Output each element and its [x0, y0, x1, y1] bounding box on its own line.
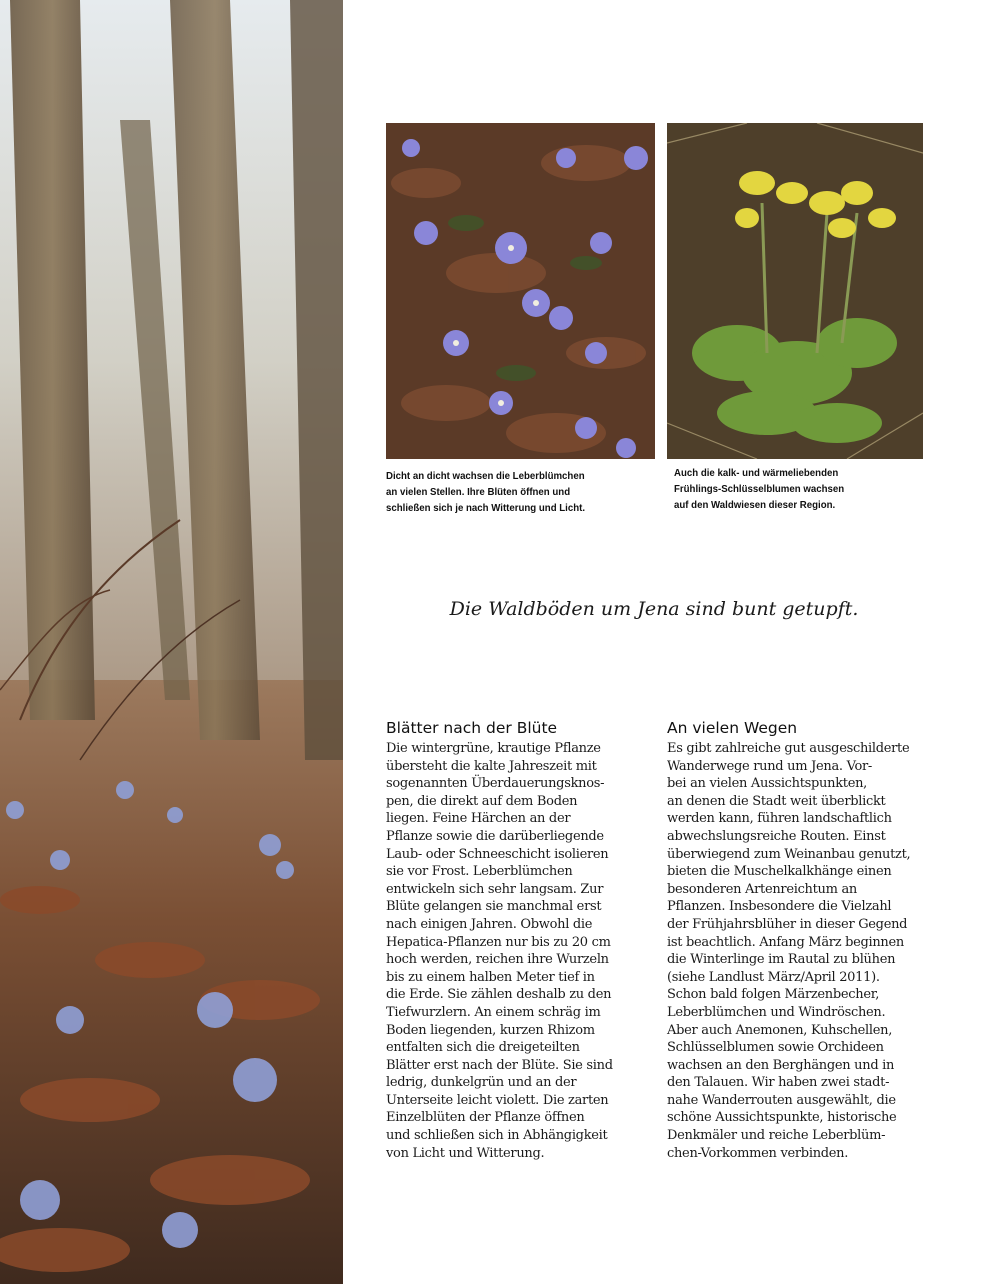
cowslip-photo — [667, 123, 923, 459]
text-line: nach einigen Jahren. Obwohl die — [386, 916, 593, 932]
text-line: abwechslungsreiche Routen. Einst — [667, 828, 886, 844]
text-line: Pflanzen. Insbesondere die Vielzahl — [667, 899, 892, 915]
text-line: entfalten sich die dreigeteilten — [386, 1040, 580, 1056]
section-heading-right: An vielen Wegen — [667, 719, 798, 737]
text-line: besonderen Artenreichtum an — [667, 881, 858, 897]
text-line: wachsen an den Berghängen und in — [667, 1057, 895, 1073]
text-line: pen, die direkt auf dem Boden — [386, 793, 578, 809]
text-line: Unterseite leicht violett. Die zarten — [386, 1092, 609, 1108]
text-line: bieten die Muschelkalkhänge einen — [667, 864, 892, 880]
text-line: schöne Aussichtspunkte, historische — [667, 1110, 897, 1126]
caption-right — [674, 465, 932, 513]
text-line: entwickeln sich sehr langsam. Zur — [386, 881, 604, 897]
text-line: Boden liegenden, kurzen Rhizom — [386, 1022, 595, 1038]
text-line: an denen die Stadt weit überblickt — [667, 793, 886, 809]
text-line: Tiefwurzlern. An einem schräg im — [386, 1004, 601, 1020]
text-line: Blüte gelangen sie manchmal erst — [386, 899, 602, 915]
text-line: Denkmäler und reiche Leberblüm- — [667, 1128, 886, 1144]
text-line: liegen. Feine Härchen an der — [386, 811, 571, 827]
text-line: Laub- oder Schneeschicht isolieren — [386, 846, 609, 862]
cowslip-illustration — [667, 123, 923, 459]
text-line: bis zu einem halben Meter tief in — [386, 969, 595, 985]
caption-line: auf den Waldwiesen dieser Region. — [674, 499, 836, 511]
text-line: Pflanze sowie die darüberliegende — [386, 828, 604, 844]
text-line: chen-Vorkommen verbinden. — [667, 1145, 849, 1161]
caption-line: an vielen Stellen. Ihre Blüten öffnen und — [386, 486, 571, 498]
body-column-left — [386, 740, 646, 1162]
text-line: und schließen sich in Abhängigkeit — [386, 1128, 608, 1144]
forest-photo — [0, 0, 343, 1284]
text-line: ledrig, dunkelgrün und an der — [386, 1075, 577, 1091]
text-line: sogenannten Überdauerungsknos- — [386, 776, 605, 792]
text-line: Schon bald folgen Märzenbecher, — [667, 987, 880, 1003]
forest-illustration — [0, 0, 343, 1284]
text-line: von Licht und Witterung. — [386, 1145, 545, 1161]
text-line: werden kann, führen landschaftlich — [667, 811, 892, 827]
text-line: sie vor Frost. Leberblümchen — [386, 864, 573, 880]
text-line: Die wintergrüne, krautige Pflanze — [386, 741, 601, 756]
text-line: Einzelblüten der Pflanze öffnen — [386, 1110, 585, 1126]
text-line: (siehe Landlust März/April 2011). — [667, 969, 880, 985]
caption-line: Dicht an dicht wachsen die Leberblümchen — [386, 470, 585, 482]
text-line: übersteht die kalte Jahreszeit mit — [386, 758, 597, 774]
liverwort-illustration — [386, 123, 655, 459]
text-line: bei an vielen Aussichtspunkten, — [667, 776, 867, 792]
text-line: hoch werden, reichen ihre Wurzeln — [386, 952, 609, 968]
text-line: überwiegend zum Weinanbau genutzt, — [667, 846, 911, 862]
text-line: ist beachtlich. Anfang März beginnen — [667, 934, 904, 950]
text-line: die Winterlinge im Rautal zu blühen — [667, 952, 896, 968]
caption-line: schließen sich je nach Witterung und Licht. — [386, 502, 586, 514]
text-line: den Talauen. Wir haben zwei stadt- — [667, 1075, 890, 1091]
text-line: Schlüsselblumen sowie Orchideen — [667, 1040, 884, 1056]
text-line: Wanderwege rund um Jena. Vor- — [667, 758, 873, 774]
text-line: Hepatica-Pflanzen nur bis zu 20 cm — [386, 934, 611, 950]
pull-quote: Die Waldböden um Jena sind bunt getupft. — [449, 598, 859, 620]
text-line: Aber auch Anemonen, Kuhschellen, — [667, 1022, 893, 1038]
text-line: Leberblümchen und Windröschen. — [667, 1004, 886, 1020]
caption-line: Auch die kalk- und wärmeliebenden — [674, 467, 839, 479]
caption-left — [386, 468, 653, 516]
text-line: Es gibt zahlreiche gut ausgeschilderte — [667, 741, 910, 756]
caption-line: Frühlings-Schlüsselblumen wachsen — [674, 483, 845, 495]
text-line: Blätter erst nach der Blüte. Sie sind — [386, 1057, 613, 1073]
section-heading-left: Blätter nach der Blüte — [386, 719, 558, 737]
liverwort-photo — [386, 123, 655, 459]
text-line: der Frühjahrsblüher in dieser Gegend — [667, 916, 908, 932]
text-line: die Erde. Sie zählen deshalb zu den — [386, 987, 612, 1003]
body-column-right — [667, 740, 927, 1162]
text-line: nahe Wanderrouten ausgewählt, die — [667, 1092, 896, 1108]
